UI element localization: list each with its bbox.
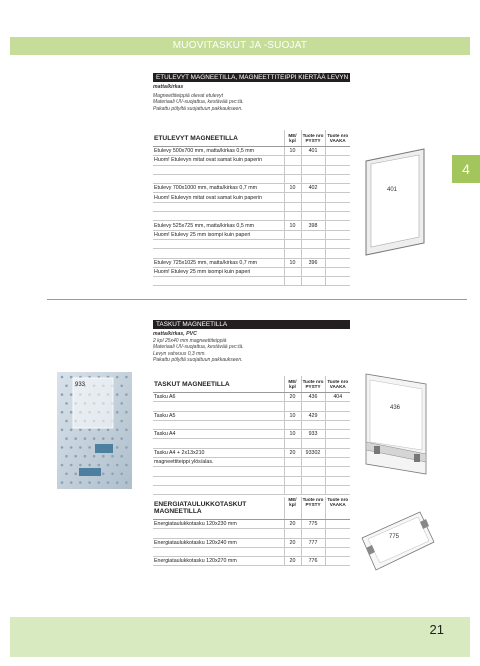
pegboard-hole (125, 464, 128, 467)
pegboard-hole (65, 455, 68, 458)
pegboard-hole (120, 402, 123, 405)
col-qty-label: ME/ (288, 133, 297, 138)
col-vaaka-label: Tuote nro (327, 497, 349, 502)
pegboard-hole (107, 464, 110, 467)
pegboard-hole (65, 402, 68, 405)
description-line: Magneettiteippiä olevat etulevyt (153, 93, 224, 99)
product-table-energiataulukkotaskut (153, 497, 350, 566)
pegboard-hole (74, 437, 77, 440)
table-title: TASKUT MAGNEETILLA (154, 380, 230, 388)
section-subtitle: matta/kirkas (153, 84, 184, 90)
pegboard-hole (88, 446, 91, 449)
pegboard-hole (61, 429, 64, 432)
pegboard-hole (116, 481, 119, 484)
table-row-note (153, 230, 350, 239)
table-row (153, 258, 350, 267)
pegboard-hole (84, 455, 87, 458)
table-row-note (153, 267, 350, 276)
col-pysty-orient: PYSTY (305, 384, 321, 389)
pegboard-hole (61, 393, 64, 396)
col-pysty-label: Tuote nro (302, 497, 324, 502)
product-number-pysty: 401 (301, 147, 325, 156)
pegboard-hole (70, 376, 73, 379)
product-table-taskut (153, 376, 350, 495)
product-photo (57, 372, 132, 489)
pegboard-hole (79, 446, 82, 449)
table-header (153, 130, 350, 147)
product-name: Tasku A4 (153, 430, 284, 439)
col-vaaka-label: Tuote nro (327, 379, 349, 384)
product-qty: 10 (284, 147, 301, 156)
pegboard-hole (120, 420, 123, 423)
product-qty: 10 (284, 430, 301, 439)
product-name: Energiataulukkotasku 120x240 mm (153, 538, 284, 547)
table-row (153, 147, 350, 156)
description-line: Pakattu pölyltä suojattuun pakkaukseen. (153, 356, 243, 363)
product-number-pysty: 396 (301, 258, 325, 267)
product-number-pysty: 398 (301, 221, 325, 230)
product-name: Tasku A5 (153, 411, 284, 420)
pegboard-hole (120, 473, 123, 476)
table-title: ETULEVYT MAGNEETILLA (154, 134, 238, 142)
description-line: Materiaali UV-suojattua, kestävää pvc:tä. (153, 99, 244, 106)
product-name: Energiataulukkotasku 120x270 mm (153, 557, 284, 566)
product-note: magneettiteippi ylös/alas. (153, 458, 284, 467)
pegboard-hole (74, 455, 77, 458)
table-row (153, 430, 350, 439)
section-description (153, 338, 350, 363)
pegboard-hole (116, 376, 119, 379)
page-header: MUOVITASKUT JA -SUOJAT (10, 37, 470, 55)
pegboard-hole (98, 429, 101, 432)
pegboard-hole (79, 481, 82, 484)
col-vaaka-orient: VAAKA (329, 384, 346, 389)
col-pysty-label: Tuote nro (302, 379, 324, 384)
product-note: Huom! Etulevy 25 mm isompi kuin paperi (153, 267, 284, 276)
pegboard-hole (116, 446, 119, 449)
description-line: Levyn vahvuus 0,3 mm. (153, 350, 206, 357)
product-number-vaaka (325, 221, 350, 230)
table-header (153, 376, 350, 393)
product-number-pysty: 933 (301, 430, 325, 439)
product-name: Etulevy 725x1025 mm, matta/kirkas 0,7 mm (153, 258, 284, 267)
section-heading: TASKUT MAGNEETILLA (153, 320, 350, 329)
col-qty-label: ME/ (288, 379, 297, 384)
product-note: Huom! Etulevy 25 mm isompi kuin paperi (153, 230, 284, 239)
pegboard-photo (57, 372, 132, 489)
pegboard-hole (70, 411, 73, 414)
product-number-vaaka (325, 448, 350, 457)
section-etulevyt (153, 73, 350, 112)
table-row (153, 221, 350, 230)
product-number-vaaka (325, 411, 350, 420)
pegboard-hole (102, 437, 105, 440)
pegboard-hole (125, 481, 128, 484)
pegboard-hole (70, 481, 73, 484)
col-qty-label: ME/ (288, 497, 297, 502)
product-number-vaaka (325, 258, 350, 267)
pegboard-hole (125, 429, 128, 432)
table-row (153, 557, 350, 566)
pegboard-hole (84, 437, 87, 440)
pegboard-hole (70, 393, 73, 396)
front-panel-illustration (360, 147, 430, 257)
product-number-pysty: 436 (301, 393, 325, 402)
table-row (153, 411, 350, 420)
pegboard-hole (61, 411, 64, 414)
table-row (153, 393, 350, 402)
product-qty: 10 (284, 411, 301, 420)
pegboard-hole (79, 429, 82, 432)
section-description (153, 93, 350, 112)
pegboard-hole (116, 411, 119, 414)
table-title-line2: MAGNEETILLA (154, 508, 202, 515)
pegboard-hole (102, 473, 105, 476)
product-number-pysty: 775 (301, 520, 325, 529)
product-qty: 10 (284, 258, 301, 267)
pegboard-hole (107, 481, 110, 484)
col-pysty-orient: PYSTY (305, 502, 321, 507)
energy-pocket-illustration (358, 508, 438, 574)
pegboard-hole (93, 455, 96, 458)
product-name: Tasku A6 (153, 393, 284, 402)
product-qty: 20 (284, 448, 301, 457)
section-subtitle: matta/kirkas, PVC (153, 331, 197, 337)
pegboard-hole (116, 464, 119, 467)
section-divider (47, 299, 467, 300)
pegboard-hole (111, 473, 114, 476)
pegboard-hole (98, 464, 101, 467)
pegboard-hole (88, 429, 91, 432)
pegboard-hole (65, 420, 68, 423)
table-header (153, 497, 350, 520)
pocket-illustration (360, 370, 440, 480)
pegboard-hole (125, 446, 128, 449)
product-name: Energiataulukkotasku 120x230 mm (153, 520, 284, 529)
chapter-tab: 4 (452, 155, 480, 183)
pegboard-hole (125, 376, 128, 379)
product-number-pysty: 429 (301, 411, 325, 420)
table-row (153, 448, 350, 457)
product-note: Huom! Etulevyn mitat ovat samat kuin paperin (153, 156, 284, 165)
col-vaaka-orient: VAAKA (329, 138, 346, 143)
pegboard-hole (111, 455, 114, 458)
table-title: ENERGIATAULUKKOTASKUT (154, 501, 247, 508)
product-qty: 20 (284, 538, 301, 547)
description-line: Materiaali UV-suojattua, kestävää pvc:tä. (153, 344, 244, 351)
product-number-vaaka (325, 184, 350, 193)
product-number-vaaka (325, 520, 350, 529)
pegboard-hole (70, 446, 73, 449)
pegboard-hole (111, 437, 114, 440)
product-qty: 20 (284, 393, 301, 402)
illustration-label: 775 (389, 534, 400, 540)
pegboard-hole (70, 429, 73, 432)
product-qty: 10 (284, 184, 301, 193)
pegboard-hole (116, 393, 119, 396)
pegboard-hole (98, 481, 101, 484)
pegboard-hole (65, 473, 68, 476)
table-row (153, 184, 350, 193)
col-qty-unit: kpl (289, 384, 296, 389)
table-row (153, 538, 350, 547)
product-qty: 20 (284, 557, 301, 566)
col-pysty-label: Tuote nro (302, 133, 324, 138)
pegboard-hole (88, 464, 91, 467)
pegboard-hole (61, 464, 64, 467)
pegboard-hole (70, 464, 73, 467)
table-row (153, 520, 350, 529)
pegboard-hole (61, 446, 64, 449)
section-taskut (153, 320, 350, 363)
product-name: Etulevy 700x1000 mm, matta/kirkas 0,7 mm (153, 184, 284, 193)
product-number-vaaka (325, 538, 350, 547)
col-pysty-orient: PYSTY (305, 138, 321, 143)
product-number-vaaka (325, 557, 350, 566)
pegboard-hole (88, 481, 91, 484)
product-number-vaaka: 404 (325, 393, 350, 402)
pegboard-hole (93, 437, 96, 440)
pegboard-hole (125, 411, 128, 414)
product-note: Huom! Etulevyn mitat ovat samat kuin paperin (153, 193, 284, 202)
product-number-vaaka (325, 430, 350, 439)
pegboard-hole (120, 455, 123, 458)
pegboard-hole (61, 481, 64, 484)
table-row-note (153, 156, 350, 165)
pegboard-hole (107, 429, 110, 432)
pegboard-hole (125, 393, 128, 396)
product-qty: 10 (284, 221, 301, 230)
illustration-label: 401 (387, 187, 398, 193)
pegboard-hole (79, 464, 82, 467)
pegboard-hole (102, 455, 105, 458)
product-number-pysty: 777 (301, 538, 325, 547)
product-qty: 20 (284, 520, 301, 529)
pegboard-hole (65, 385, 68, 388)
col-qty-unit: kpl (289, 138, 296, 143)
product-name: Tasku A4 + 2x13x210 (153, 448, 284, 457)
col-qty-unit: kpl (289, 502, 296, 507)
product-number-pysty: 776 (301, 557, 325, 566)
product-name: Etulevy 525x725 mm, matta/kirkas 0,5 mm (153, 221, 284, 230)
product-table-etulevyt (153, 130, 350, 286)
pegboard-hole (116, 429, 119, 432)
description-line: Pakattu pölyltä suojattuun pakkaukseen. (153, 105, 243, 112)
col-vaaka-orient: VAAKA (329, 502, 346, 507)
pegboard-hole (120, 385, 123, 388)
pegboard-hole (120, 437, 123, 440)
pegboard-hole (74, 473, 77, 476)
section-heading: ETULEVYT MAGNEETILLA, MAGNEETTITEIPPI KIERTÄÄ LEVYN (153, 73, 350, 82)
product-number-pysty: 402 (301, 184, 325, 193)
table-row-note (153, 458, 350, 467)
description-line: 2 kpl 25x40 mm magneettiteippiä (153, 338, 227, 344)
page-number: 21 (429, 622, 444, 637)
col-vaaka-label: Tuote nro (327, 133, 349, 138)
pegboard-hole (65, 437, 68, 440)
pegboard-hole (61, 376, 64, 379)
table-row-note (153, 193, 350, 202)
page-footer (10, 617, 470, 657)
product-name: Etulevy 500x700 mm, matta/kirkas 0,5 mm (153, 147, 284, 156)
product-number-vaaka (325, 147, 350, 156)
product-number-pysty: 93302 (301, 448, 325, 457)
photo-label: 933 (75, 382, 86, 388)
illustration-label: 436 (390, 405, 401, 411)
